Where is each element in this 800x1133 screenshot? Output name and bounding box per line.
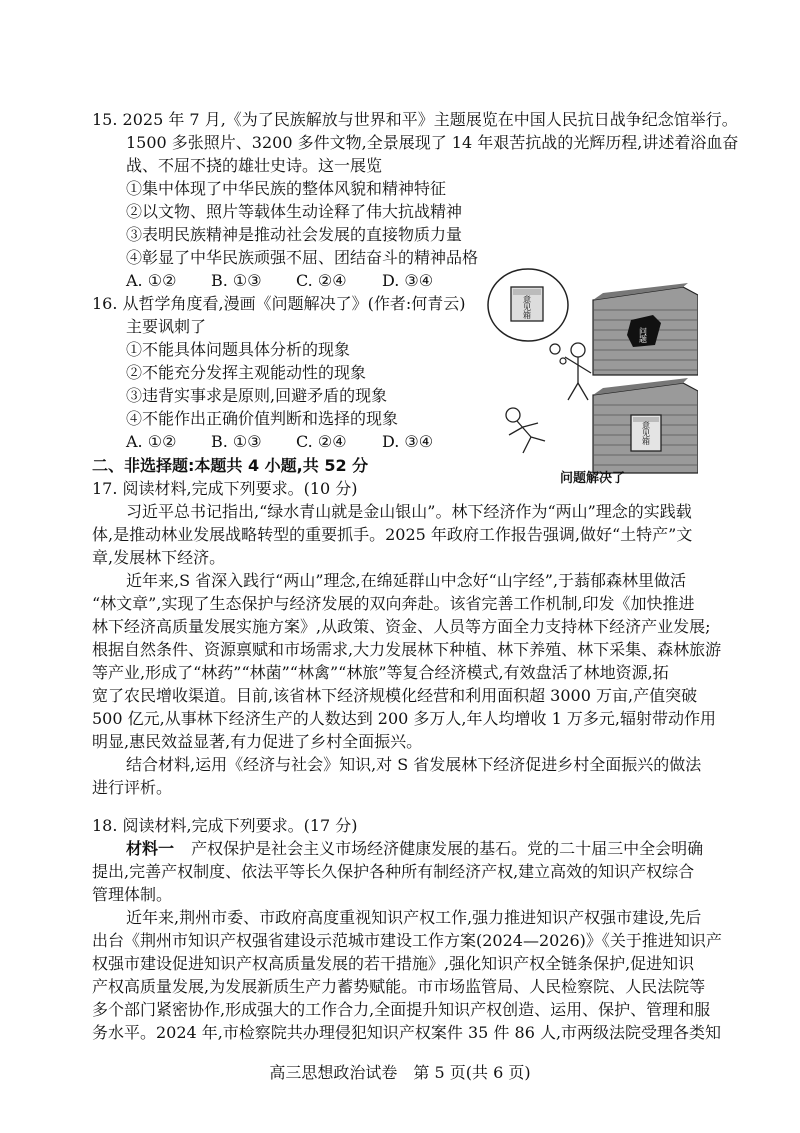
q16-line-2: 主要讽刺了 [126,317,207,336]
q17-paragraph-2-line-6: 宽了农民增收渠道。目前,该省林下经济规模化经营和利用面积超 3000 万亩,产值突破 [92,686,698,705]
q18-material-1-line-1 [126,838,703,860]
q18-title: 18. 阅读材料,完成下列要求。(17 分) [92,816,358,835]
q16-statement-2: ②不能充分发挥主观能动性的现象 [126,363,367,382]
cartoon-illustration [483,265,698,487]
cartoon-caption: 问题解决了 [560,471,626,486]
q17-prompt-line-1: 结合材料,运用《经济与社会》知识,对 S 省发展林下经济促进乡村全面振兴的做法 [126,755,702,774]
person-thinking [565,343,591,400]
q15-statement-1: ①集中体现了中华民族的整体风貌和精神特征 [126,179,447,198]
q17-paragraph-2-line-8: 明显,惠民效益显著,有力促进了乡村全面振兴。 [92,732,423,751]
q15-line-1: 15. 2025 年 7 月,《为了民族解放与世界和平》主题展览在中国人民抗日战争纪念馆举行。 [92,110,738,129]
q17-paragraph-2-line-1: 近年来,S 省深入践行“两山”理念,在绵延群山中念好“山字经”,于蓊郁森林里做活 [126,571,687,590]
q18-material-1-line-3: 管理体制。 [92,885,173,904]
q18-paragraph-2-line-5: 多个部门紧密协作,形成强大的工作合力,全面提升知识产权创造、运用、保护、管理和服 [92,1000,711,1019]
q18-paragraph-2-line-2: 出台《荆州市知识产权强省建设示范城市建设工作方案(2024—2026)》《关于推进知识产 [92,931,722,950]
q17-title: 17. 阅读材料,完成下列要求。(10 分) [92,479,358,498]
q15-option-b[interactable]: B. ①③ [211,271,262,290]
q17-paragraph-2-line-5: 等产业,形成了“林药”“林菌”“林禽”“林旅”等复合经济模式,有效盘活了林地资源,拓 [92,663,669,682]
q15-statement-4: ④彰显了中华民族顽强不屈、团结奋斗的精神品格 [126,248,479,267]
q18-material-1-text: 产权保护是社会主义市场经济健康发展的基石。党的二十届三中全会明确 [191,839,704,858]
q18-paragraph-2-line-3: 权强市建设促进知识产权高质量发展的若干措施》,强化知识产权全链条保护,促进知识 [92,954,695,973]
q16-option-b[interactable]: B. ①③ [211,432,262,451]
q16-statement-4: ④不能作出正确价值判断和选择的现象 [126,409,399,428]
q17-prompt-line-2: 进行评析。 [92,778,173,797]
q18-paragraph-2-line-1: 近年来,荆州市委、市政府高度重视知识产权工作,强力推进知识产权强市建设,先后 [126,908,702,927]
q17-paragraph-1-line-1: 习近平总书记指出,“绿水青山就是金山银山”。林下经济作为“两山”理念的实践载 [126,502,692,521]
q17-paragraph-1-line-2: 体,是推动林业发展战略转型的重要抓手。2025 年政府工作报告强调,做好“土特产”文 [92,525,693,544]
q16-option-c[interactable]: C. ②④ [296,432,347,451]
q15-option-d[interactable]: D. ③④ [382,271,434,290]
q17-paragraph-2-line-7: 500 亿元,从事林下经济生产的人数达到 200 多万人,年人均增收 1 万多元,辐射带动作用 [92,709,716,728]
bubble-box-label: 意见箱 [522,295,532,319]
q18-material-1-line-2: 提出,完善产权制度、依法平等长久保护各种所有制经济产权,建立高效的知识产权综合 [92,862,695,881]
page-footer: 高三思想政治试卷 第 5 页(共 6 页) [269,1063,531,1082]
q16-statement-3: ③违背实事求是原则,回避矛盾的现象 [126,386,388,405]
brick-wall-upper [593,283,698,375]
q15-line-2: 1500 多张照片、3200 多件文物,全景展现了 14 年艰苦抗战的光辉历程,讲述着浴血奋 [126,133,739,152]
q18-paragraph-2-line-6: 务水平。2024 年,市检察院共办理侵犯知识产权案件 35 件 86 人,市两级法院受理各类知 [92,1023,722,1042]
q17-paragraph-2-line-4: 根据自然条件、资源禀赋和市场需求,大力发展林下种植、林下养殖、林下采集、森林旅游 [92,640,722,659]
q17-paragraph-1-line-3: 章,发展林下经济。 [92,548,226,567]
q15-line-3: 战、不屈不挠的雄壮史诗。这一展览 [126,156,383,175]
q15-option-c[interactable]: C. ②④ [296,271,347,290]
section-2-heading: 二、非选择题:本题共 4 小题,共 52 分 [92,456,369,475]
q16-option-a[interactable]: A. ①② [126,432,177,451]
q18-paragraph-2-line-4: 产权高质量发展,为发展新质生产力蓄势赋能。市市场监管局、人民检察院、人民法院等 [92,977,706,996]
q16-line-1: 16. 从哲学角度看,漫画《问题解决了》(作者:何青云) [92,294,466,313]
q17-paragraph-2-line-2: “林文章”,实现了生态保护与经济发展的双向奔赴。该省完善工作机制,印发《加快推进 [92,594,695,613]
q15-statement-3: ③表明民族精神是推动社会发展的直接物质力量 [126,225,463,244]
q15-statement-2: ②以文物、照片等载体生动诠释了伟大抗战精神 [126,202,463,221]
q18-material-1-label: 材料一 [126,839,175,858]
q16-option-d[interactable]: D. ③④ [382,432,434,451]
q16-statement-1: ①不能具体问题具体分析的现象 [126,340,351,359]
q15-option-a[interactable]: A. ①② [126,271,177,290]
brick-wall-lower [593,378,698,473]
q17-paragraph-2-line-3: 林下经济高质量发展实施方案》,从政策、资金、人员等方面全力支持林下经济产业发展; [92,617,711,636]
person-running [506,408,545,453]
suggestion-box-label: 意见箱 [641,421,651,445]
wall-hole-label: 问题 [638,327,648,343]
